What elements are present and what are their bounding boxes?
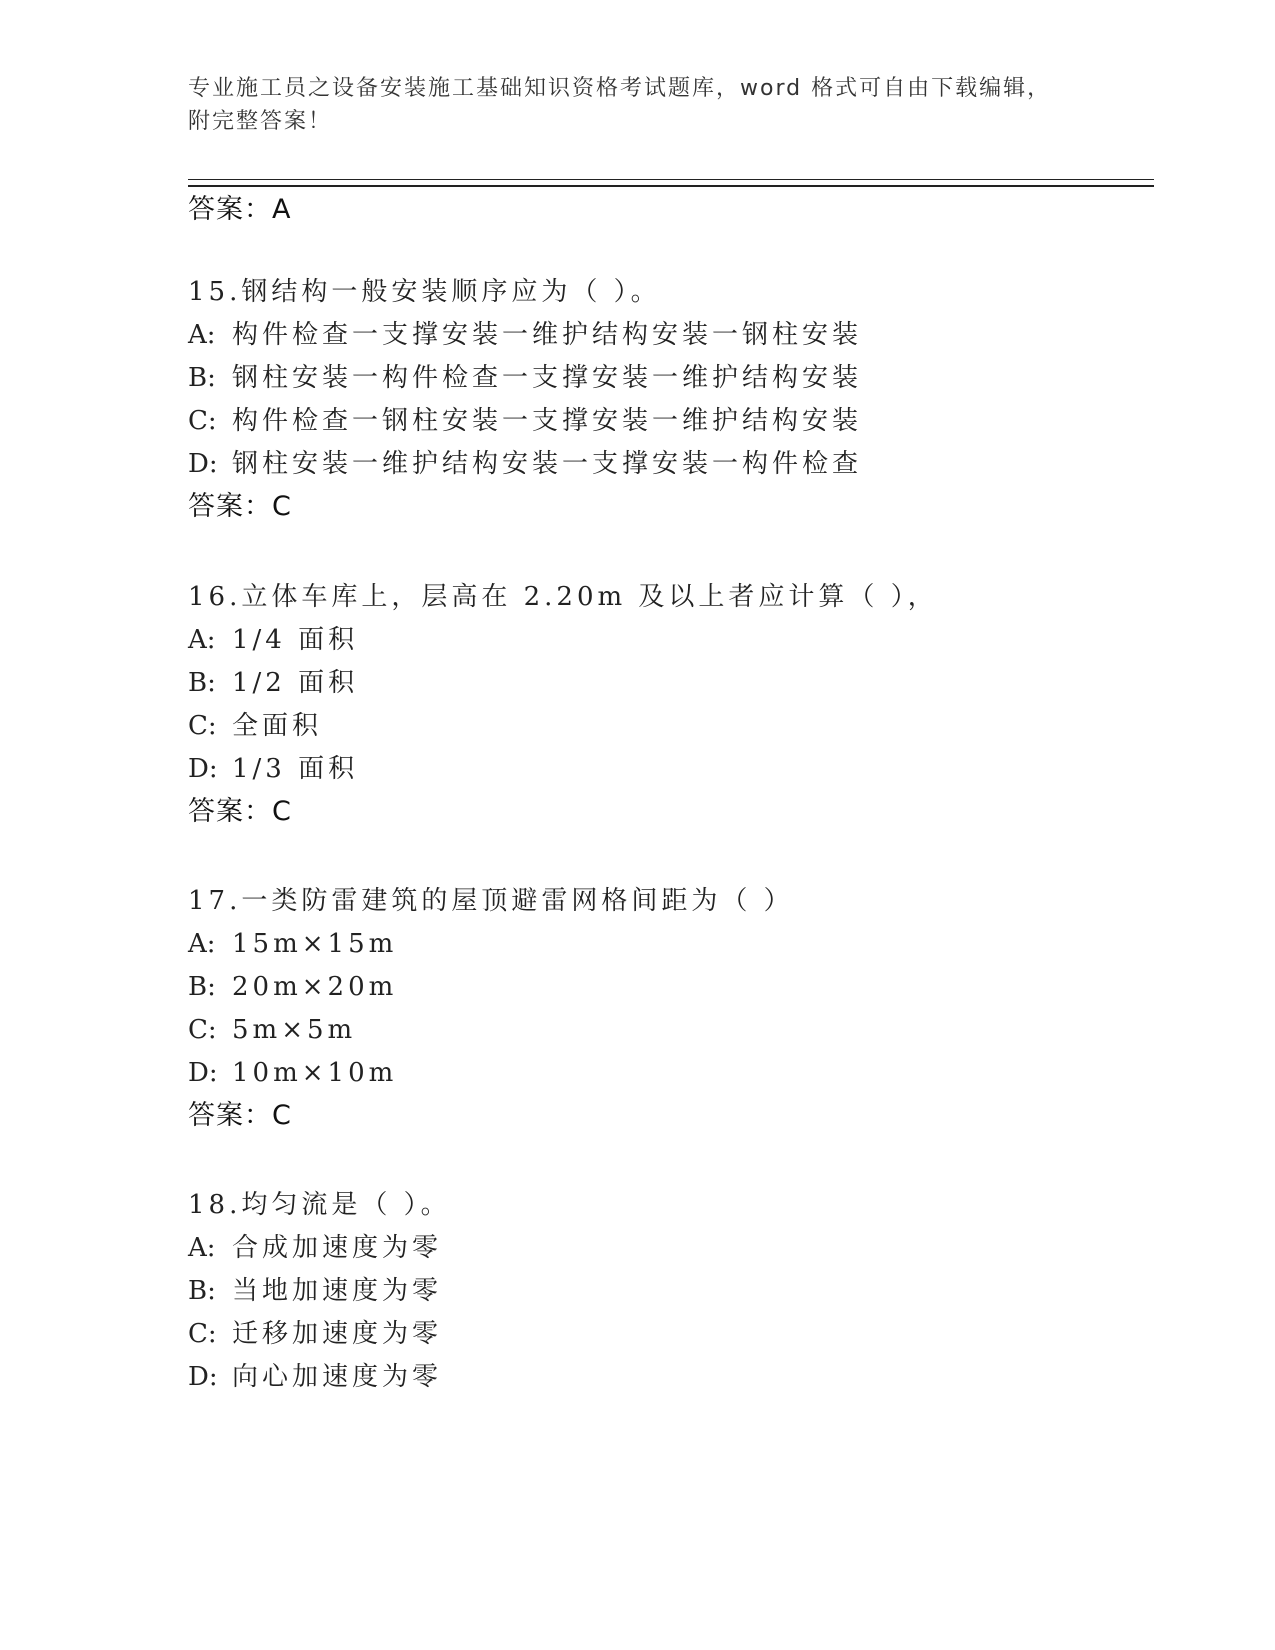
option-letter: D: [188,1362,218,1392]
option-text: 合成加速度为零 [232,1233,443,1263]
option-letter: D: [188,449,218,479]
option-text: 构件检查一钢柱安装一支撑安装一维护结构安装 [232,406,863,436]
option-text: 当地加速度为零 [232,1276,443,1306]
option-text: 构件检查一支撑安装一维护结构安装一钢柱安装 [232,320,863,350]
question-17-stem: 17.一类防雷建筑的屋顶避雷网格间距为（ ） [188,886,794,916]
question-15-option-c [188,405,862,437]
document-header [188,72,1088,138]
question-16-option-a [188,624,358,656]
question-16-option-c [188,710,322,742]
option-text: 1/2 面积 [232,668,359,698]
option-letter: B: [188,668,216,698]
question-16-stem: 16.立体车库上，层高在 2.20m 及以上者应计算（ ）， [188,582,938,612]
option-text: 10m×10m [232,1058,398,1088]
option-text: 向心加速度为零 [232,1362,443,1392]
option-letter: B: [188,1276,216,1306]
question-18-option-c [188,1318,442,1350]
question-16-option-d [188,753,358,785]
option-letter: B: [188,972,216,1002]
option-text: 全面积 [232,711,323,741]
option-text: 钢柱安装一维护结构安装一支撑安装一构件检查 [232,449,863,479]
question-17-option-d [188,1057,397,1089]
header-divider [188,179,1154,187]
header-line-2: 附完整答案！ [188,109,333,134]
option-text: 15m×15m [232,929,398,959]
option-text: 1/3 面积 [232,754,359,784]
option-letter: A: [188,929,216,959]
option-text: 20m×20m [232,972,398,1002]
option-text: 5m×5m [232,1015,357,1045]
question-15-answer: 答案：C [188,491,292,522]
option-letter: A: [188,625,216,655]
question-17-option-a [188,928,397,960]
question-18-option-d [188,1361,442,1393]
option-letter: C: [188,406,217,436]
question-16-answer: 答案：C [188,796,292,827]
option-letter: D: [188,754,218,784]
question-15-option-a [188,319,862,351]
question-15-option-b [188,362,862,394]
question-17-option-b [188,971,397,1003]
option-text: 钢柱安装一构件检查一支撑安装一维护结构安装 [232,363,863,393]
question-17-option-c [188,1014,356,1046]
answer-previous: 答案：A [188,194,292,225]
question-15-stem: 15.钢结构一般安装顺序应为（ ）。 [188,277,661,307]
question-18-option-a [188,1232,442,1264]
question-17-answer: 答案：C [188,1100,292,1131]
question-18-option-b [188,1275,442,1307]
option-letter: A: [188,1233,216,1263]
question-15-option-d [188,448,862,480]
option-letter: D: [188,1058,218,1088]
option-letter: C: [188,1319,217,1349]
question-16-option-b [188,667,358,699]
option-letter: C: [188,711,217,741]
option-letter: A: [188,320,216,350]
question-18-stem: 18.均匀流是（ ）。 [188,1190,451,1220]
option-letter: C: [188,1015,217,1045]
option-text: 迁移加速度为零 [232,1319,443,1349]
option-text: 1/4 面积 [232,625,359,655]
option-letter: B: [188,363,216,393]
header-line-1: 专业施工员之设备安装施工基础知识资格考试题库，word 格式可自由下载编辑， [188,76,1052,101]
